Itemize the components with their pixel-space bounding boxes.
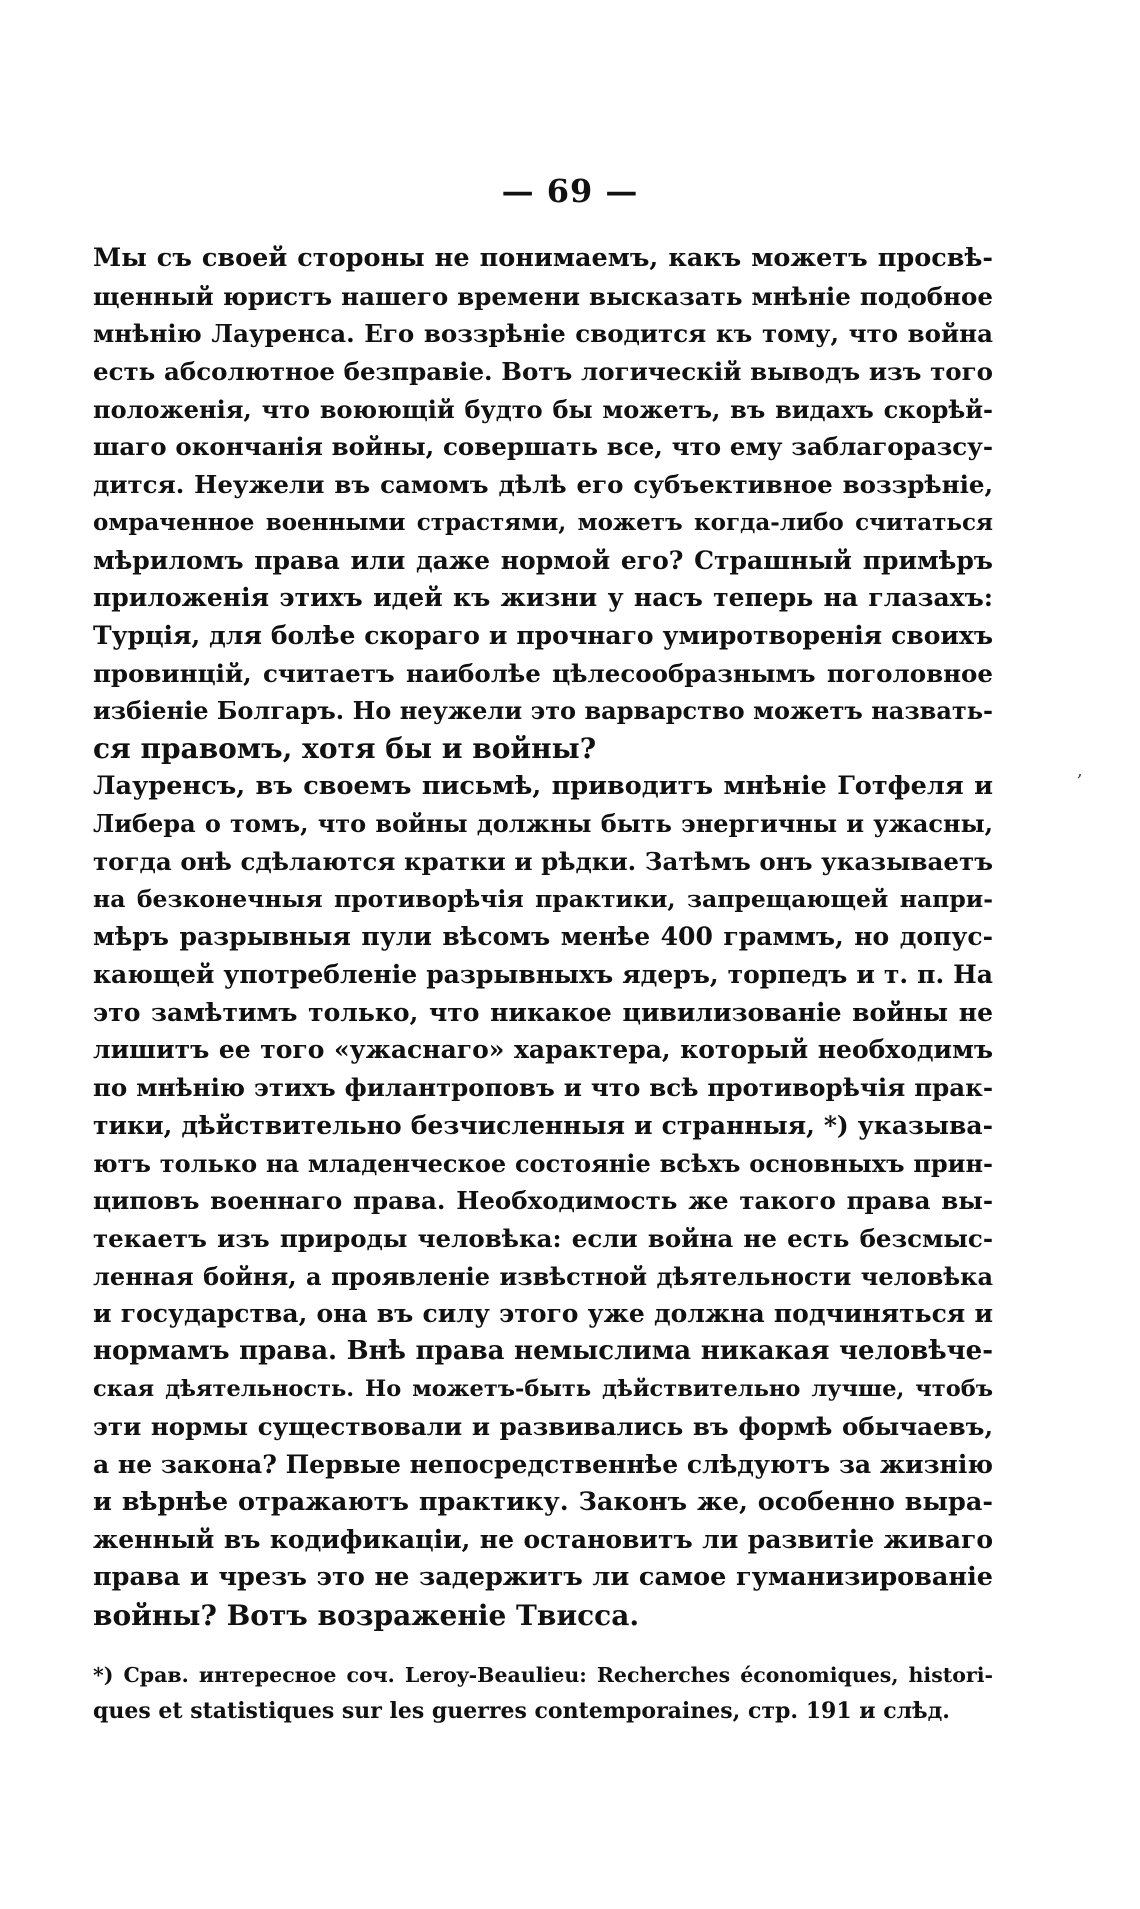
text-line: дится. Неужели въ самомъ дѣлѣ его субъективное воззрѣніе, (93, 470, 993, 500)
text-line: это замѣтимъ только, что никакое цивилизованіе войны не (93, 997, 993, 1027)
footnote-line: *) Срав. интересное соч. Leroy-Beaulieu: Recherches économiques, histori- (93, 1663, 993, 1687)
text-line: щенный юристъ нашего времени высказать мнѣніе подобное (93, 281, 993, 311)
margin-speck: , (1077, 760, 1083, 781)
text-line: ся правомъ, хотя бы и войны? (93, 731, 597, 765)
text-line: мѣръ разрывныя пули вѣсомъ менѣе 400 граммъ, но допус- (93, 922, 993, 952)
text-line: ская дѣятельность. Но можетъ-быть дѣйствительно лучше, чтобъ (93, 1375, 993, 1402)
text-line: провинцій, считаетъ наиболѣе цѣлесообразнымъ поголовное (93, 658, 993, 688)
text-line: есть абсолютное безправіе. Вотъ логическій выводъ изъ того (93, 357, 993, 387)
text-line: шаго окончанія войны, совершать все, что ему заблагоразсу- (93, 432, 993, 462)
text-line: на безконечныя противорѣчія практики, запрещающей напри- (93, 884, 993, 913)
text-line: положенія, что воюющій будто бы можетъ, въ видахъ скорѣй- (93, 394, 993, 424)
text-line: по мнѣнію этихъ филантроповъ и что всѣ противорѣчія прак- (93, 1073, 993, 1103)
page-number: — 69 — (501, 172, 639, 210)
text-line: права и чрезъ это не задержитъ ли самое гуманизированіе (93, 1562, 993, 1593)
footnote-line: ques et statistiques sur les guerres contemporaines, стр. 191 и слѣд. (93, 1698, 950, 1724)
text-line: эти нормы существовали и развивались въ формѣ обычаевъ, (93, 1412, 993, 1442)
text-line: ютъ только на младенческое состояніе всѣхъ основныхъ прин- (93, 1148, 993, 1178)
text-line: мѣриломъ права или даже нормой его? Страшный примѣръ (93, 545, 993, 575)
text-line: кающей употребленіе разрывныхъ ядеръ, торпедъ и т. п. На (93, 960, 993, 990)
text-line: Либера о томъ, что войны должны быть энергичны и ужасны, (93, 809, 993, 839)
text-line: а не закона? Первые непосредственнѣе слѣдуютъ за жизнію (93, 1450, 993, 1479)
text-line: омраченное военными страстями, можетъ когда-либо считаться (93, 508, 993, 536)
text-line: избіеніе Болгаръ. Но неужели это варварство можетъ назвать- (93, 696, 993, 726)
text-line: и вѣрнѣе отражаютъ практику. Законъ же, особенно выра- (93, 1486, 993, 1517)
paragraph-2 (93, 768, 993, 1635)
footnote (93, 1657, 993, 1729)
text-line: Мы съ своей стороны не понимаемъ, какъ можетъ просвѣ- (93, 243, 993, 273)
text-line: ленная бойня, а проявленіе извѣстной дѣятельности человѣка (93, 1261, 993, 1291)
text-line: лишитъ ее того «ужаснаго» характера, который необходимъ (93, 1035, 993, 1065)
text-line: текаетъ изъ природы человѣка: если война не есть безсмыс- (93, 1223, 993, 1253)
text-line: нормамъ права. Внѣ права немыслима никакая человѣче- (93, 1335, 993, 1366)
text-line: тогда онѣ сдѣлаются кратки и рѣдки. Затѣмъ онъ указываетъ (93, 847, 993, 876)
text-line: женный въ кодификаціи, не остановитъ ли развитіе живаго (93, 1525, 993, 1555)
text-line: циповъ военнаго права. Необходимость же такого права вы- (93, 1186, 993, 1216)
body-text (93, 240, 993, 1634)
paragraph-1 (93, 240, 993, 768)
text-line: приложенія этихъ идей къ жизни у насъ теперь на глазахъ: (93, 583, 993, 613)
text-line: Лаурeнсъ, въ своемъ письмѣ, приводитъ мнѣніе Готфеля и (93, 770, 993, 801)
text-line: и государства, она въ силу этого уже должна подчиняться и (93, 1299, 993, 1329)
text-line: Турція, для болѣе скораго и прочнаго умиротворенія своихъ (93, 620, 993, 650)
text-line: войны? Вотъ возраженіе Твисса. (93, 1598, 640, 1632)
text-line: тики, дѣйствительно безчисленныя и странныя, *) указыва- (93, 1110, 993, 1140)
text-line: мнѣнію Лауренса. Его воззрѣніе сводится къ тому, что война (93, 319, 993, 349)
